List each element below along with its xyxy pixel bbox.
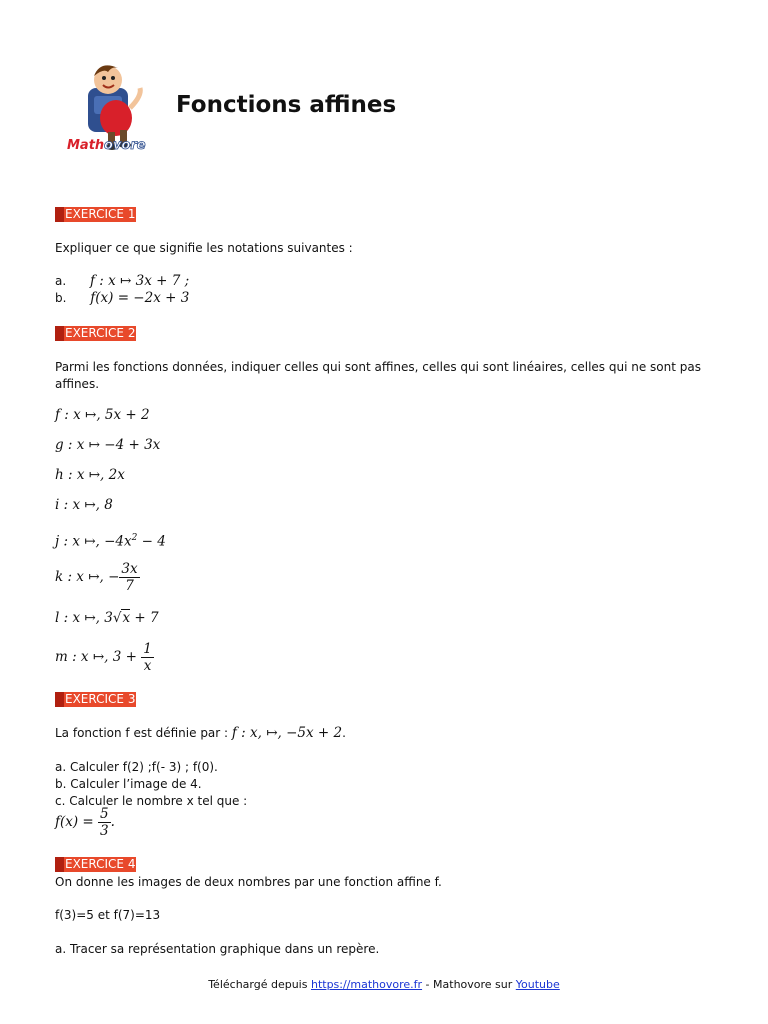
exercise-4-intro: On donne les images de deux nombres par une fonction affine f. <box>55 875 442 889</box>
sqrt-icon: √ <box>112 610 122 626</box>
item-label: a. <box>55 274 67 288</box>
mathovore-link[interactable]: https://mathovore.fr <box>310 978 423 991</box>
function-h: h : x ↦, 2x <box>55 467 125 483</box>
page-footer <box>0 978 768 991</box>
footer-text: Téléchargé depuis <box>208 978 311 991</box>
youtube-link[interactable]: Youtube <box>515 978 560 991</box>
intro-text: La fonction f est définie par : <box>55 726 232 740</box>
math-part: − 4 <box>137 533 166 550</box>
math-expression: f(x) = −2x + 3 <box>90 290 190 306</box>
function-i: i : x ↦, 8 <box>55 497 113 513</box>
numerator: 5 <box>100 806 109 822</box>
fraction <box>98 806 111 839</box>
function-m <box>55 641 154 674</box>
exercise-1-item-b <box>55 290 189 307</box>
function-j <box>55 530 166 551</box>
exercise-2-badge: EXERCICE 2 <box>55 326 136 341</box>
function-l <box>55 610 159 627</box>
denominator: 7 <box>125 578 134 594</box>
mascot-logo-icon <box>60 58 160 154</box>
math-expression: f : x ↦ 3x + 7 ; <box>90 273 190 289</box>
exercise-3-badge: EXERCICE 3 <box>55 692 136 707</box>
exercise-2-intro: Parmi les fonctions données, indiquer celles qui sont affines, celles qui sont linéaires, celles qui ne sont pas affines. <box>55 360 701 391</box>
item-label: b. <box>55 291 67 305</box>
exercise-1-badge: EXERCICE 1 <box>55 207 136 222</box>
exponent: 2 <box>131 533 138 543</box>
radicand: x <box>122 610 131 626</box>
exercise-3-intro <box>55 725 346 742</box>
logo-text: Math <box>67 138 105 153</box>
math-part: . <box>110 814 115 830</box>
exercise-1-intro: Expliquer ce que signifie les notations suivantes : <box>55 241 353 255</box>
fraction <box>141 641 154 674</box>
math-part: f(x) = <box>55 814 99 830</box>
exercise-4-question-a: a. Tracer sa représentation graphique dans un repère. <box>55 942 380 956</box>
footer-text: - Mathovore sur <box>422 978 516 991</box>
math-part: + 7 <box>130 610 159 626</box>
math-part: m : x ↦, 3 + <box>55 649 142 665</box>
exercise-3-question-a: a. Calculer f(2) ;f(- 3) ; f(0). <box>55 760 218 774</box>
denominator: 3 <box>100 823 109 839</box>
exercise-4-values: f(3)=5 et f(7)=13 <box>55 908 161 922</box>
function-f: f : x ↦, 5x + 2 <box>55 407 150 423</box>
svg-text:ovore: ovore <box>104 138 146 153</box>
numerator: 3x <box>121 561 138 577</box>
exercise-3-equation <box>55 806 115 839</box>
page-title: Fonctions affines <box>176 92 397 118</box>
fraction <box>119 561 139 594</box>
intro-end: . <box>342 726 346 740</box>
math-expression: f : x, ↦, −5x + 2 <box>231 725 343 741</box>
denominator: x <box>143 658 152 674</box>
function-g: g : x ↦ −4 + 3x <box>55 437 161 453</box>
exercise-3-question-c: c. Calculer le nombre x tel que : <box>55 794 248 808</box>
function-k <box>55 561 140 594</box>
mathovore-logo <box>60 58 160 154</box>
exercise-4-badge: EXERCICE 4 <box>55 857 136 872</box>
math-part: k : x ↦, − <box>55 569 120 585</box>
exercise-1-item-a <box>55 273 189 290</box>
math-part: l : x ↦, 3 <box>55 610 113 626</box>
math-part: j : x ↦, −4x <box>55 533 132 550</box>
exercise-3-question-b: b. Calculer l’image de 4. <box>55 777 202 791</box>
numerator: 1 <box>143 641 152 657</box>
